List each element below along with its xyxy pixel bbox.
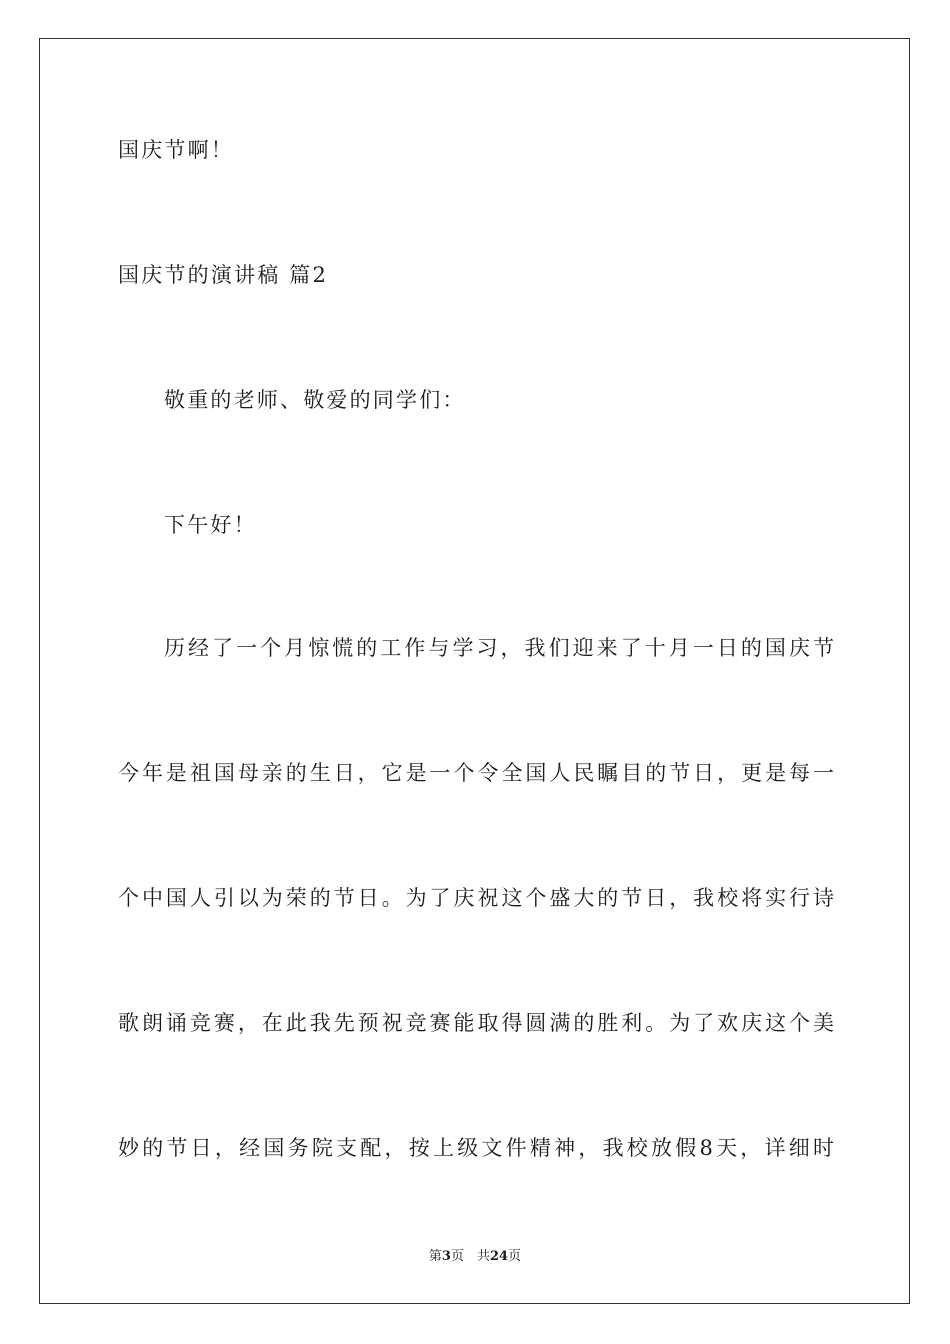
paragraph-line-3: 个中国人引以为荣的节日。为了庆祝这个盛大的节日，我校将实行诗 [118,886,834,910]
current-page-number: 3 [441,1249,451,1264]
page-border [39,38,910,1304]
paragraph-line-5: 妙的节日，经国务院支配，按上级文件精神，我校放假8天，详细时 [118,1136,834,1160]
total-page-number: 24 [489,1249,509,1264]
greeting: 下午好！ [164,513,257,537]
footer-suffix: 页 [508,1249,522,1264]
paragraph-line-4: 歌朗诵竞赛，在此我先预祝竞赛能取得圆满的胜利。为了欢庆这个美 [118,1011,834,1035]
section-heading: 国庆节的演讲稿 篇2 [118,263,329,287]
salutation: 敬重的老师、敬爱的同学们： [164,388,466,412]
footer-prefix: 第 [428,1249,442,1264]
footer-mid: 页 共 [450,1249,490,1264]
paragraph-line-2: 今年是祖国母亲的生日，它是一个令全国人民瞩目的节日，更是每一 [118,761,834,785]
paragraph-line-1: 历经了一个月惊慌的工作与学习，我们迎来了十月一日的国庆节 [164,636,834,660]
page-footer [0,1245,950,1264]
closing-line: 国庆节啊！ [118,138,234,162]
